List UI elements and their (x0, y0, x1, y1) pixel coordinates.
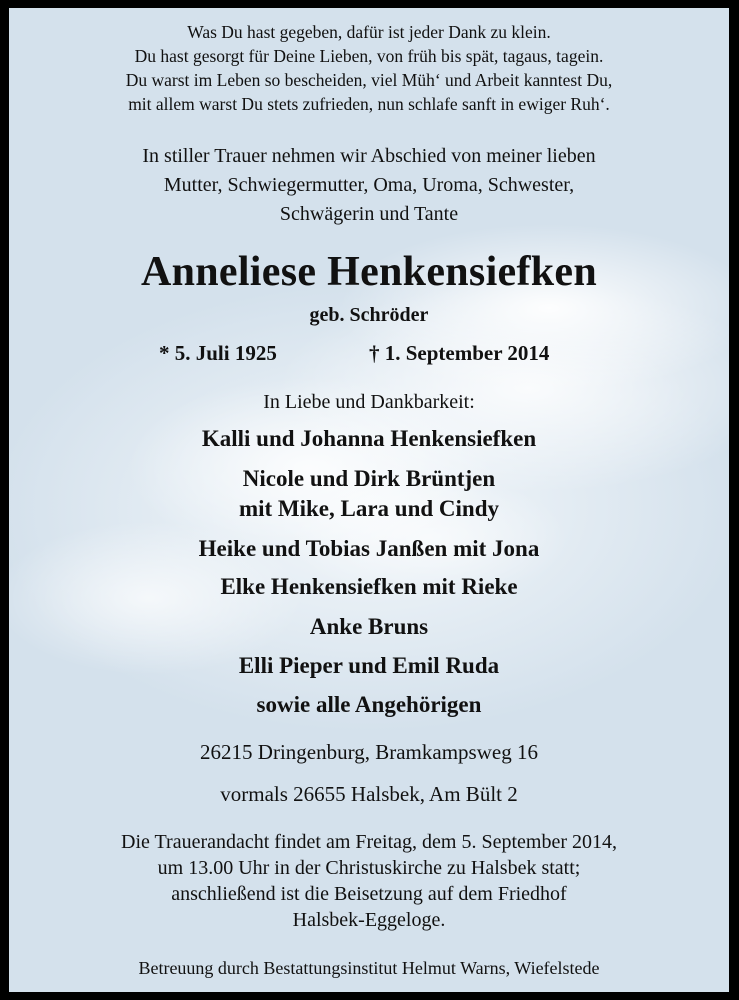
intro-line: Mutter, Schwiegermutter, Oma, Uroma, Schwester, (163, 174, 575, 196)
family-line: Heike und Tobias Janßen mit Jona (198, 536, 540, 561)
maiden-name: geb. Schröder (309, 304, 429, 326)
service-line: Die Trauerandacht findet am Freitag, dem 5. September 2014, (121, 831, 617, 853)
dedication: In Liebe und Dankbarkeit: (263, 391, 475, 413)
obituary-card (9, 8, 729, 992)
family-line: Elli Pieper und Emil Ruda (238, 653, 500, 678)
poem-line: Du warst im Leben so bescheiden, viel Müh‘ und Arbeit kanntest Du, (125, 70, 613, 90)
family-line: Elke Henkensiefken mit Rieke (220, 574, 518, 599)
address-former: vormals 26655 Halsbek, Am Bült 2 (220, 782, 518, 806)
poem-line: Du hast gesorgt für Deine Lieben, von früh bis spät, tagaus, tagein. (134, 46, 604, 66)
poem-line: mit allem warst Du stets zufrieden, nun schlafe sanft in ewiger Ruh‘. (128, 94, 610, 114)
footer-credit: Betreuung durch Bestattungsinstitut Helmut Warns, Wiefelstede (138, 958, 600, 978)
service-line: Halsbek-Eggeloge. (292, 909, 446, 931)
service-line: um 13.00 Uhr in der Christuskirche zu Halsbek statt; (157, 857, 581, 879)
death-date: † 1. September 2014 (369, 341, 550, 365)
family-line: Nicole und Dirk Brüntjen (242, 466, 496, 491)
intro-line: In stiller Trauer nehmen wir Abschied von meiner lieben (142, 145, 596, 167)
service-line: anschließend ist die Beisetzung auf dem Friedhof (171, 883, 567, 905)
birth-date: * 5. Juli 1925 (159, 341, 277, 365)
family-line: mit Mike, Lara und Cindy (238, 496, 500, 521)
poem-line: Was Du hast gegeben, dafür ist jeder Dank zu klein. (187, 22, 551, 42)
deceased-name: Anneliese Henkensiefken (140, 249, 598, 295)
family-line: sowie alle Angehörigen (256, 692, 482, 717)
intro-line: Schwägerin und Tante (279, 203, 459, 225)
family-line: Kalli und Johanna Henkensiefken (201, 426, 537, 451)
family-line: Anke Bruns (309, 614, 429, 639)
address-current: 26215 Dringenburg, Bramkampsweg 16 (200, 740, 538, 764)
